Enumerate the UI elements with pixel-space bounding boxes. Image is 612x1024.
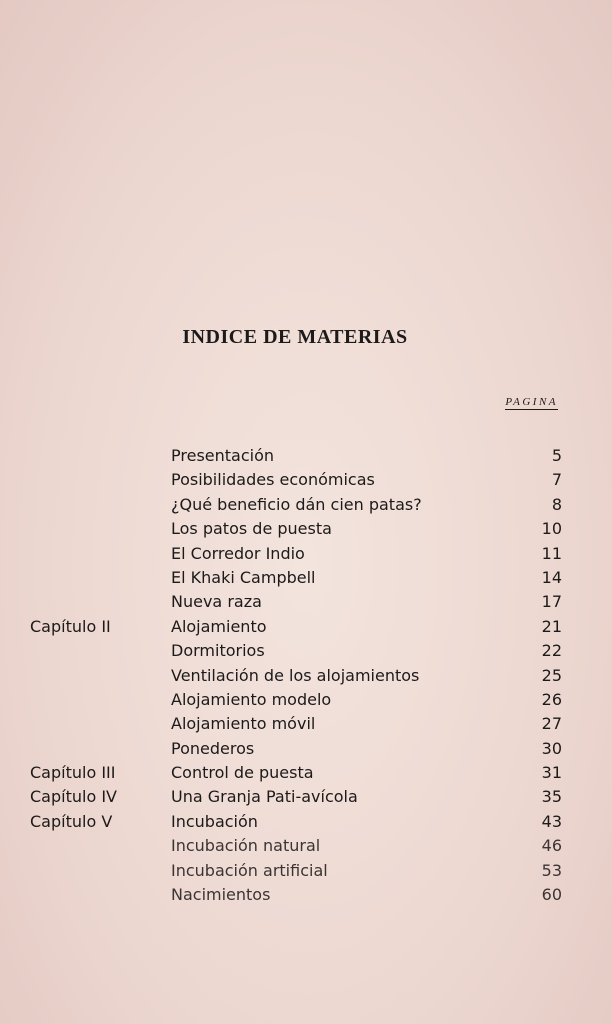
toc-entry-title: Alojamiento modelo [171, 689, 332, 709]
toc-entry-title: Los patos de puesta [171, 519, 332, 539]
toc-page-number: 35 [541, 787, 562, 807]
toc-entry-title: ¿Qué beneficio dán cien patas? [171, 494, 422, 514]
toc-entry-title: El Khaki Campbell [171, 567, 316, 587]
toc-page-number: 30 [541, 738, 562, 758]
toc-row [0, 810, 612, 834]
toc-entry-title: Control de puesta [171, 763, 314, 783]
toc-row [0, 688, 612, 712]
toc-row [0, 834, 612, 858]
toc-chapter: Capítulo III [30, 763, 116, 783]
toc-page-number: 22 [541, 641, 562, 661]
toc-entry-title: Nacimientos [171, 885, 271, 905]
toc-page-number: 53 [541, 860, 562, 880]
toc-entry-title: Dormitorios [171, 641, 265, 661]
toc-chapter: Capítulo IV [30, 787, 117, 807]
toc-row [0, 493, 612, 517]
toc-row [0, 615, 612, 639]
toc-page-number: 17 [541, 592, 562, 612]
toc-entry-title: Incubación artificial [171, 860, 328, 880]
toc-row [0, 590, 612, 614]
toc-row [0, 859, 612, 883]
toc-entry-title: Alojamiento móvil [171, 714, 316, 734]
toc-page-number: 14 [541, 567, 562, 587]
toc-row [0, 664, 612, 688]
toc-page-number: 46 [541, 836, 562, 856]
toc-entry-title: Posibilidades económicas [171, 470, 375, 490]
toc-chapter: Capítulo II [30, 616, 111, 636]
toc-row [0, 737, 612, 761]
toc-page-number: 27 [541, 714, 562, 734]
toc-entry-title: Incubación natural [171, 836, 321, 856]
toc-page-number: 31 [541, 763, 562, 783]
toc-page-number: 25 [541, 665, 562, 685]
toc-row [0, 468, 612, 492]
table-of-contents [0, 444, 612, 907]
toc-row [0, 542, 612, 566]
toc-page-number: 10 [541, 519, 562, 539]
toc-row [0, 712, 612, 736]
toc-page-number: 26 [541, 689, 562, 709]
toc-entry-title: Presentación [171, 446, 275, 465]
page-column-header: PAGINA [505, 396, 558, 408]
toc-page-number: 60 [541, 885, 562, 905]
toc-page-number: 8 [551, 494, 562, 514]
toc-page-number: 21 [541, 616, 562, 636]
page-title: INDICE DE MATERIAS [182, 326, 408, 348]
toc-row [0, 566, 612, 590]
toc-entry-title: Ventilación de los alojamientos [171, 665, 420, 685]
toc-page-number: 11 [541, 543, 562, 563]
toc-entry-title: Alojamiento [171, 616, 267, 636]
toc-entry-title: Una Granja Pati-avícola [171, 787, 358, 807]
toc-entry-title: Nueva raza [171, 592, 262, 612]
toc-chapter: Capítulo V [30, 811, 113, 831]
toc-page-number: 43 [541, 811, 562, 831]
toc-page-number: 5 [551, 446, 562, 465]
toc-row [0, 639, 612, 663]
toc-row [0, 444, 612, 468]
toc-entry-title: Ponederos [171, 738, 255, 758]
toc-entry-title: El Corredor Indio [171, 543, 305, 563]
toc-row [0, 883, 612, 907]
toc-row [0, 761, 612, 785]
toc-row [0, 785, 612, 809]
toc-row [0, 517, 612, 541]
toc-page-number: 7 [551, 470, 562, 490]
toc-entry-title: Incubación [171, 811, 258, 831]
